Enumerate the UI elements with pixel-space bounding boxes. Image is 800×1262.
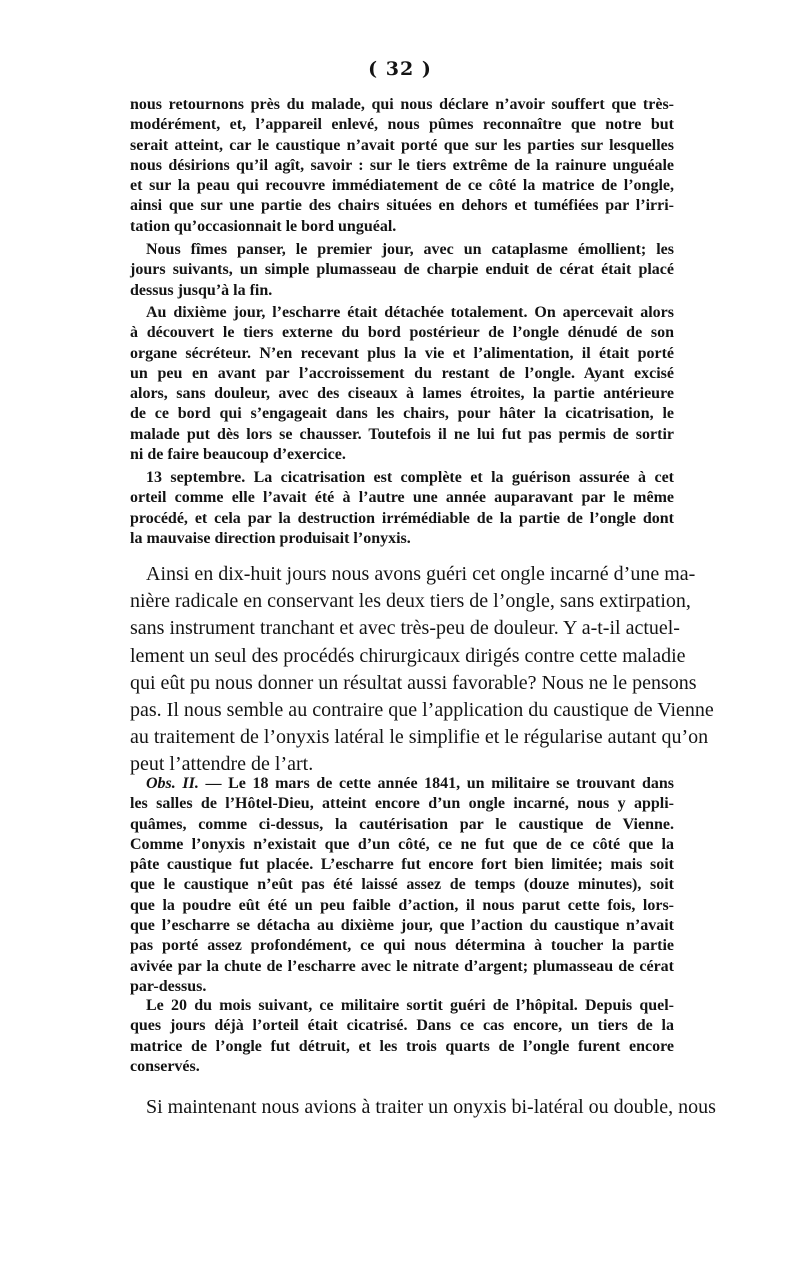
text-line: ques jours déjà l’orteil était cicatrisé. Dans ce cas encore, un tiers de la xyxy=(130,1017,674,1035)
text-line: 13 septembre. La cicatrisation est complète et la guérison assurée à cet xyxy=(146,469,674,486)
text-line: lement un seul des procédés chirurgicaux dirigés contre cette maladie xyxy=(130,644,686,667)
text-line: les salles de l’Hôtel-Dieu, atteint encore d’un ongle incarné, nous y appli- xyxy=(130,795,674,813)
page-number: ( 32 ) xyxy=(368,58,432,80)
text-line: Comme l’onyxis n’existait que d’un côté, ce ne fut que de ce côté que la xyxy=(130,835,674,853)
text-line: jours suivants, un simple plumasseau de charpie enduit de cérat était placé xyxy=(130,261,674,279)
observation-label: Obs. II. xyxy=(146,775,199,792)
paragraph-discharge xyxy=(130,996,674,1077)
text-line: ainsi que sur une partie des chairs situées en dehors et tuméfiées par l’irri- xyxy=(130,197,674,215)
text-line: pas porté assez profondément, ce qui nous détermina à toucher la partie xyxy=(130,937,674,955)
text-line: que l’escharre se détacha au dixième jour, que l’action du caustique n’avait xyxy=(130,917,674,935)
text-line: matrice de l’ongle fut détruit, et les trois quarts de l’ongle furent encore xyxy=(130,1037,674,1055)
paragraph-observation-2 xyxy=(130,774,674,997)
text-line: orteil comme elle l’avait été à l’autre une année auparavant par le même xyxy=(130,489,674,507)
text-line: à découvert le tiers externe du bord postérieur de l’ongle dénudé de son xyxy=(130,324,674,342)
text-line: la mauvaise direction produisait l’onyxis. xyxy=(130,529,411,547)
text-line: de ce bord qui s’engageait dans les chairs, pour hâter la cicatrisation, le xyxy=(130,405,674,423)
paragraph-dressing xyxy=(130,240,674,301)
text-line: par-dessus. xyxy=(130,977,207,995)
text-line: alors, sans douleur, avec des ciseaux à lames étroites, la partie antérieure xyxy=(130,385,674,403)
text-line: Au dixième jour, l’escharre était détachée totalement. On apercevait alors xyxy=(146,304,674,321)
paragraph-september xyxy=(130,468,674,549)
text-line: quâmes, comme ci-dessus, la cautérisation par le caustique de Vienne. xyxy=(130,815,674,833)
paragraph-continuation xyxy=(130,95,674,237)
text-line: que le caustique n’eût pas été laissé assez de temps (douze minutes), soit xyxy=(130,876,674,894)
text-line: organe sécréteur. N’en recevant plus la vie et l’alimentation, il était porté xyxy=(130,344,674,362)
text-line: dessus jusqu’à la fin. xyxy=(130,281,273,299)
paragraph-bilateral xyxy=(130,1094,716,1121)
text-line: au traitement de l’onyxis latéral le simplifie et le régularise autant qu’on xyxy=(130,726,709,749)
text-line: avivée par la chute de l’escharre avec le nitrate d’argent; plumasseau de cérat xyxy=(130,957,674,975)
text-line: nous désirions qu’il agît, savoir : sur le tiers extrême de la rainure unguéale xyxy=(130,156,674,174)
text-line: pâte caustique fut placée. L’escharre fut encore fort bien limitée; mais soit xyxy=(130,856,674,874)
text-line: Ainsi en dix-huit jours nous avons guéri cet ongle incarné d’une ma- xyxy=(146,563,696,585)
text-line: Le 20 du mois suivant, ce militaire sortit guéri de l’hôpital. Depuis quel- xyxy=(146,997,674,1014)
text-line: modérément, et, l’appareil enlevé, nous pûmes reconnaître que notre but xyxy=(130,116,674,134)
text-line: peut l’attendre de l’art. xyxy=(130,753,314,776)
text-line: pas. Il nous semble au contraire que l’application du caustique de Vienne xyxy=(130,699,714,722)
text-line xyxy=(130,774,674,794)
text-line: Nous fîmes panser, le premier jour, avec un cataplasme émollient; les xyxy=(146,241,674,258)
text-line: que la poudre eût été un peu faible d’action, il nous parut cette fois, lors- xyxy=(130,896,674,914)
text-line: ni de faire beaucoup d’exercice. xyxy=(130,446,346,464)
text-line: malade put dès lors se chausser. Toutefois il ne lui fut pas permis de sortir xyxy=(130,425,674,443)
text-line: serait atteint, car le caustique n’avait porté que sur les parties sur lesquelles xyxy=(130,136,674,154)
text-line: tation qu’occasionnait le bord unguéal. xyxy=(130,217,397,235)
text-line: qui eût pu nous donner un résultat aussi favorable? Nous ne le pensons xyxy=(130,671,697,694)
paragraph-tenth-day xyxy=(130,303,674,465)
text-line: nous retournons près du malade, qui nous déclare n’avoir souffert que très- xyxy=(130,96,674,113)
observation-first-line: — Le 18 mars de cette année 1841, un militaire se trouvant dans xyxy=(198,775,675,792)
text-line: conservés. xyxy=(130,1057,200,1075)
text-line: sans instrument tranchant et avec très-peu de douleur. Y a-t-il actuel- xyxy=(130,617,680,640)
paragraph-commentary xyxy=(130,561,714,779)
text-line: et sur la peau qui recouvre immédiatement de ce côté la matrice de l’ongle, xyxy=(130,177,674,195)
text-line: procédé, et cela par la destruction irrémédiable de la partie de l’ongle dont xyxy=(130,509,674,527)
text-line: nière radicale en conservant les deux tiers de l’ongle, sans extirpation, xyxy=(130,590,691,613)
text-line: Si maintenant nous avions à traiter un onyxis bi-latéral ou double, nous xyxy=(146,1096,716,1118)
text-line: un peu en avant par l’accroissement du restant de l’ongle. Ayant excisé xyxy=(130,364,674,382)
